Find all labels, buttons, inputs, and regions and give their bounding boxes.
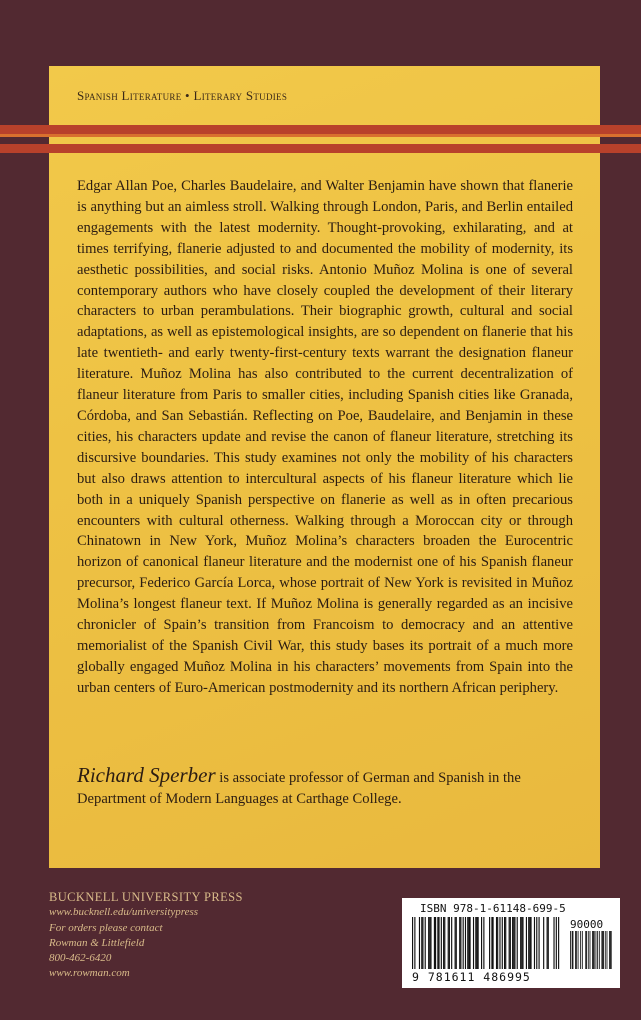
- addon-bar: [607, 931, 608, 969]
- barcode-bar: [478, 917, 479, 969]
- addon-bar: [609, 931, 610, 969]
- publisher-website: www.bucknell.edu/universitypress: [49, 906, 199, 919]
- barcode-bar: [513, 917, 514, 969]
- stripe-top: [0, 125, 641, 134]
- orders-contact: For orders please contact: [49, 921, 163, 934]
- barcode-bar: [553, 917, 554, 969]
- addon-bar: [601, 931, 602, 969]
- barcode-bar: [438, 917, 439, 969]
- barcode-bar: [556, 917, 557, 969]
- addon-bar: [575, 931, 576, 969]
- addon-bar: [578, 931, 579, 969]
- barcode-bar: [419, 917, 420, 969]
- barcode-bar: [437, 917, 438, 969]
- barcode-graphic: [412, 917, 612, 971]
- addon-bar: [603, 931, 604, 969]
- addon-bar: [573, 931, 574, 969]
- addon-bar: [586, 931, 587, 969]
- barcode-bar: [534, 917, 535, 969]
- cover-panel: [49, 66, 600, 868]
- barcode-bar: [517, 917, 518, 969]
- barcode-bar: [497, 917, 498, 969]
- barcode-bar: [539, 917, 540, 969]
- barcode-bar: [414, 917, 415, 969]
- barcode-bar: [543, 917, 544, 969]
- addon-bar: [576, 931, 577, 969]
- barcode-bar: [558, 917, 559, 969]
- barcode-bar: [547, 917, 548, 969]
- barcode-bar: [422, 917, 423, 969]
- barcode-bar: [521, 917, 522, 969]
- addon-bar: [570, 931, 571, 969]
- barcode-bar: [536, 917, 537, 969]
- publisher-block: [49, 890, 309, 982]
- barcode-bar: [443, 917, 444, 969]
- author-bio: [77, 765, 573, 810]
- addon-bar: [599, 931, 600, 969]
- addon-bar: [610, 931, 611, 969]
- addon-bar: [590, 931, 591, 969]
- barcode-bar: [530, 917, 531, 969]
- barcode-bar: [483, 917, 484, 969]
- addon-bar: [588, 931, 589, 969]
- distributor-name: Rowman & Littlefield: [49, 936, 145, 949]
- barcode-bar: [428, 917, 429, 969]
- barcode-bar: [502, 917, 503, 969]
- barcode-bar: [514, 917, 515, 969]
- barcode-bar: [496, 917, 497, 969]
- barcode-digits: 9 781611 486995: [412, 970, 531, 984]
- barcode-bar: [448, 917, 449, 969]
- barcode-bar: [449, 917, 450, 969]
- barcode-bar: [429, 917, 430, 969]
- addon-bar: [596, 931, 597, 969]
- addon-bar: [611, 931, 612, 969]
- barcode-bar: [548, 917, 549, 969]
- barcode-bar: [434, 917, 435, 969]
- barcode-bar: [522, 917, 523, 969]
- barcode-bar: [520, 917, 521, 969]
- addon-bar: [580, 931, 581, 969]
- barcode-bar: [473, 917, 474, 969]
- barcode-bar: [505, 917, 506, 969]
- barcode-bar: [504, 917, 505, 969]
- barcode-bar: [451, 917, 452, 969]
- barcode-bar: [435, 917, 436, 969]
- blurb-text: Edgar Allan Poe, Charles Baudelaire, and Walter Benjamin have shown that flanerie is anything but an aimless stroll. Walking through London, Paris, and Berlin entailed engagements with the latest modernity. Thought-provoking, exhilarating, and at times terrifying, flanerie adjusted to and documented the mobility of modernity, its aesthetic possibilities, and social risks. Antonio Muñoz Molina is one of several contemporary authors who have closely coupled the development of their literary characters to urban perambulations. Their biographic growth, cultural and social adaptations, as well as epistemological insights, are so dependent on flanerie that his late twentieth- and early twenty-first-century texts warrant the designation flaneur literature. Muñoz Molina has also contributed to the current decentralization of flaneur literature from Paris to smaller cities, including Spanish cities like Granada, Córdoba, and San Sebastián. Reflecting on Poe, Baudelaire, and Benjamin in these cities, his characters update and revise the canon of flaneur literature, stretching its discursive boundaries. This study examines not only the mobility of his characters but also draws attention to intercultural aspects of his flaneur literature which lie both in a uniquely Spanish perspective on flanerie as well as in often precarious encounters with cultural otherness. Walking through a Moroccan city or through Chinatown in New York, Muñoz Molina’s characters broaden the Eurocentric horizon of canonical flaneur literature and the modernist one of his Spanish flaneur precursor, Federico García Lorca, whose portrait of New York is revisited in Muñoz Molina’s longest flaneur text. If Muñoz Molina is generally regarded as an incisive chronicler of Spain’s transition from Francoism to democracy and an attentive memorialist of the Spanish Civil War, this study bases its portrait of a much more globally engaged Muñoz Molina in his characters’ movements from Spain into the urban centers of Euro-American postmodernity and its northern African periphery.: [77, 178, 573, 696]
- addon-bar: [602, 931, 603, 969]
- author-bio-text: is associate professor of German and Spanish in the Department of Modern Languages at Carthage College.: [77, 770, 521, 807]
- barcode-bar: [499, 917, 500, 969]
- barcode-bar: [455, 917, 456, 969]
- barcode-bar: [489, 917, 490, 969]
- addon-bar: [572, 931, 573, 969]
- isbn-label: ISBN 978-1-61148-699-5: [420, 902, 566, 915]
- stripe-mid: [0, 134, 641, 137]
- barcode-bar: [493, 917, 494, 969]
- barcode-bar: [475, 917, 476, 969]
- barcode-bar: [441, 917, 442, 969]
- addon-bar: [592, 931, 593, 969]
- barcode-bar: [463, 917, 464, 969]
- barcode-bar: [459, 917, 460, 969]
- barcode-bar: [510, 917, 511, 969]
- barcode-bar: [467, 917, 468, 969]
- addon-bar: [594, 931, 595, 969]
- distributor-phone: 800-462-6420: [49, 952, 112, 965]
- barcode-bar: [528, 917, 529, 969]
- addon-bar: [593, 931, 594, 969]
- barcode-bar: [509, 917, 510, 969]
- barcode-bar: [465, 917, 466, 969]
- barcode-bar: [529, 917, 530, 969]
- publisher-name: BUCKNELL UNIVERSITY PRESS: [49, 890, 243, 904]
- addon-bar: [585, 931, 586, 969]
- barcode-bar: [421, 917, 422, 969]
- barcode-bar: [456, 917, 457, 969]
- barcode-bar: [481, 917, 482, 969]
- barcode-bar: [460, 917, 461, 969]
- addon-bar: [597, 931, 598, 969]
- barcode-bar: [425, 917, 426, 969]
- barcode-bar: [468, 917, 469, 969]
- addon-bar: [605, 931, 606, 969]
- barcode-bar: [430, 917, 431, 969]
- barcode-bar: [512, 917, 513, 969]
- barcode-bar: [526, 917, 527, 969]
- stripe-bottom: [0, 144, 641, 153]
- author-name: Richard Sperber: [77, 763, 216, 787]
- addon-bar: [582, 931, 583, 969]
- barcode-bar: [470, 917, 471, 969]
- barcode-box: [402, 898, 620, 988]
- barcode-bar: [444, 917, 445, 969]
- barcode-bar: [491, 917, 492, 969]
- barcode-bar: [476, 917, 477, 969]
- barcode-bar: [412, 917, 413, 969]
- category-line: Spanish Literature • Literary Studies: [77, 88, 288, 103]
- distributor-website: www.rowman.com: [49, 967, 130, 980]
- price-addon-label: 90000: [570, 918, 604, 931]
